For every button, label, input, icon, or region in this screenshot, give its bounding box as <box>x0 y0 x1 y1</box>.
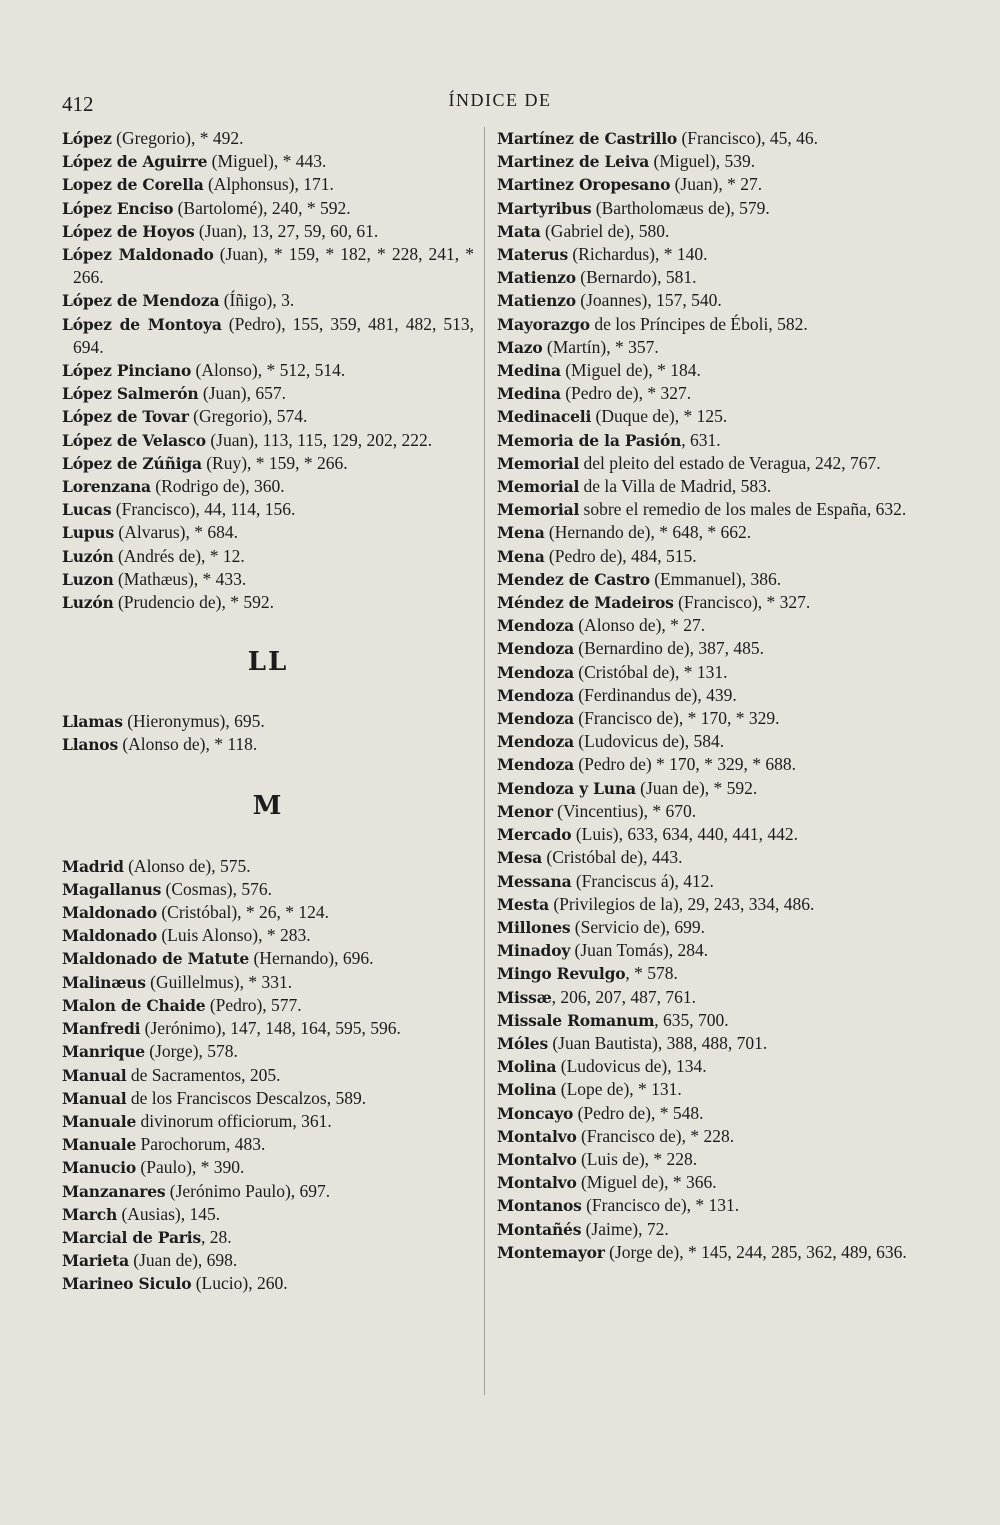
entry-headword: Marieta <box>62 1251 129 1271</box>
entry-detail: (Alonso de), * 118. <box>117 734 258 755</box>
entry-detail: (Alonso de), 575. <box>123 855 251 876</box>
entry-detail: (Juan), 113, 115, 129, 202, 222. <box>205 429 433 450</box>
entry-detail: (Juan de), * 592. <box>635 777 758 798</box>
entry-headword: Memoria de la Pasión <box>497 430 682 450</box>
index-entry <box>62 1249 474 1272</box>
entry-headword: Missæ <box>497 987 552 1007</box>
entry-headword: Luzón <box>62 593 114 613</box>
entry-detail: (Servicio de), 699. <box>570 916 706 937</box>
entry-detail: (Pedro de), 484, 515. <box>544 545 697 566</box>
entry-headword: Memorial <box>497 453 580 473</box>
entry-headword: Manrique <box>62 1042 145 1062</box>
entries-l <box>62 127 474 614</box>
index-entry <box>497 521 909 544</box>
entry-headword: Móles <box>497 1033 548 1053</box>
index-entry <box>497 846 909 869</box>
entry-detail: sobre el remedio de los males de España, 632. <box>579 499 907 520</box>
index-entry <box>62 733 474 756</box>
entry-headword: Matienzo <box>497 268 576 288</box>
entry-detail: (Francisco de), * 228. <box>576 1125 735 1146</box>
entry-detail: (Alvarus), * 684. <box>114 522 238 543</box>
entry-detail: (Lucio), 260. <box>191 1273 288 1294</box>
index-entry <box>62 382 474 405</box>
entry-detail: (Miguel de), * 366. <box>576 1172 717 1193</box>
entry-headword: Lucas <box>62 500 112 520</box>
entry-detail: (Cristóbal de), * 131. <box>573 661 728 682</box>
entry-detail: (Gabriel de), 580. <box>540 220 670 241</box>
index-entry <box>62 1203 474 1226</box>
entry-detail: (Hernando de), * 648, * 662. <box>544 522 752 543</box>
entry-headword: Mata <box>497 221 541 241</box>
entry-detail: (Ludovicus de), 134. <box>556 1056 707 1077</box>
index-entry <box>497 266 909 289</box>
index-entry <box>497 429 909 452</box>
column-rule <box>484 127 485 1395</box>
index-entry <box>497 986 909 1009</box>
entry-detail: (Miguel de), * 184. <box>560 360 701 381</box>
entry-detail: divinorum officiorum, 361. <box>136 1110 332 1131</box>
entry-detail: (Jerónimo Paulo), 697. <box>165 1180 331 1201</box>
entry-headword: Medina <box>497 361 561 381</box>
entry-detail: (Pedro de) * 170, * 329, * 688. <box>573 754 797 775</box>
entry-detail: de los Príncipes de Éboli, 582. <box>589 313 808 334</box>
entry-headword: Moncayo <box>497 1103 574 1123</box>
index-entry <box>497 962 909 985</box>
entry-detail: (Pedro de), * 548. <box>573 1102 704 1123</box>
entry-detail: Parochorum, 483. <box>136 1134 266 1155</box>
index-entry <box>62 243 474 289</box>
entry-detail: (Pedro), 155, 359, 481, 482, 513, 694. <box>73 313 475 357</box>
index-entry <box>62 568 474 591</box>
entry-headword: Messana <box>497 871 572 891</box>
entry-headword: Molina <box>497 1080 557 1100</box>
index-entry <box>62 545 474 568</box>
entry-detail: (Ruy), * 159, * 266. <box>201 452 348 473</box>
index-entry <box>62 947 474 970</box>
entry-detail: (Cristóbal), * 26, * 124. <box>156 902 330 923</box>
section-heading-ll: LL <box>247 647 289 678</box>
index-entry <box>497 289 909 312</box>
entry-headword: Madrid <box>62 856 124 876</box>
entry-detail: (Lope de), * 131. <box>556 1079 682 1100</box>
index-entry <box>62 1226 474 1249</box>
entry-detail: (Rodrigo de), 360. <box>150 476 285 497</box>
entry-headword: Medinaceli <box>497 407 592 427</box>
index-entry <box>497 1125 909 1148</box>
entry-headword: López de Zúñiga <box>62 453 202 473</box>
entry-detail: (Franciscus á), 412. <box>571 870 714 891</box>
index-entry <box>497 777 909 800</box>
entry-headword: Maldonado <box>62 926 157 946</box>
entry-headword: Menor <box>497 801 553 821</box>
entry-headword: Maldonado de Matute <box>62 949 250 969</box>
entry-detail: (Bernardo), 581. <box>575 267 697 288</box>
entry-headword: Mesa <box>497 848 542 868</box>
entry-detail: (Íñigo), 3. <box>219 290 295 311</box>
entry-detail: (Pedro de), * 327. <box>560 383 692 404</box>
entry-detail: (Francisco), 45, 46. <box>677 128 819 148</box>
entry-headword: Montanos <box>497 1196 582 1216</box>
index-entry <box>497 870 909 893</box>
entry-detail: (Cosmas), 576. <box>161 878 272 899</box>
running-head: ÍNDICE DE <box>448 90 552 110</box>
index-entry <box>62 710 474 733</box>
entry-headword: March <box>62 1204 118 1224</box>
entry-headword: Molina <box>497 1057 557 1077</box>
entry-detail: , 206, 207, 487, 761. <box>551 986 696 1007</box>
entry-headword: Mendoza <box>497 732 574 752</box>
index-entry <box>497 1078 909 1101</box>
entry-headword: Medina <box>497 384 561 404</box>
index-entry <box>497 591 909 614</box>
index-entry <box>497 382 909 405</box>
entry-headword: Montalvo <box>497 1173 577 1193</box>
entry-headword: Luzón <box>62 546 114 566</box>
index-entry <box>62 591 474 614</box>
entry-headword: Missale Romanum <box>497 1010 655 1030</box>
index-entry <box>62 1110 474 1133</box>
index-entry <box>497 684 909 707</box>
entry-detail: (Ausias), 145. <box>117 1203 221 1224</box>
index-entry <box>497 452 909 475</box>
entry-headword: Mingo Revulgo <box>497 964 626 984</box>
entry-detail: (Francisco), 44, 114, 156. <box>111 499 296 520</box>
index-entry <box>62 855 474 878</box>
index-entry <box>62 475 474 498</box>
entry-headword: Manuale <box>62 1135 137 1155</box>
entry-detail: de Sacramentos, 205. <box>126 1064 281 1085</box>
entry-headword: López de Aguirre <box>62 152 208 172</box>
entry-detail: (Jorge), 578. <box>144 1041 238 1062</box>
entry-headword: López Maldonado <box>62 245 214 265</box>
entry-headword: Martínez de Castrillo <box>497 129 678 148</box>
index-entry <box>62 994 474 1017</box>
entry-headword: Martyribus <box>497 198 592 218</box>
index-entry <box>497 823 909 846</box>
index-entry <box>497 614 909 637</box>
entry-headword: Marcial de Paris <box>62 1227 201 1247</box>
entry-detail: (Paulo), * 390. <box>136 1157 245 1178</box>
entry-detail: (Ferdinandus de), 439. <box>573 684 737 705</box>
entry-detail: de los Franciscos Descalzos, 589. <box>126 1087 367 1108</box>
entry-headword: López de Mendoza <box>62 291 220 311</box>
index-entry <box>497 220 909 243</box>
index-entry <box>497 1032 909 1055</box>
entry-headword: López Enciso <box>62 198 174 218</box>
entry-detail: , * 578. <box>625 963 678 984</box>
entry-detail: (Richardus), * 140. <box>567 244 708 265</box>
entry-detail: (Martín), * 357. <box>542 336 659 357</box>
index-entry <box>62 1017 474 1040</box>
index-entry <box>497 405 909 428</box>
index-entry <box>497 197 909 220</box>
entry-detail: (Alonso de), * 27. <box>573 615 706 636</box>
index-entry <box>62 359 474 382</box>
index-entry <box>62 173 474 196</box>
entry-headword: Minadoy <box>497 941 571 961</box>
index-entry <box>62 289 474 312</box>
entry-detail: (Bartholomæus de), 579. <box>591 197 770 218</box>
entry-headword: López Pinciano <box>62 361 192 381</box>
entry-detail: (Joannes), 157, 540. <box>575 290 722 311</box>
entry-headword: Mendoza <box>497 755 574 775</box>
index-entry <box>62 1064 474 1087</box>
entry-headword: Marineo Siculo <box>62 1274 192 1294</box>
left-column <box>62 127 474 1296</box>
index-entry <box>62 1040 474 1063</box>
index-entry <box>497 637 909 660</box>
index-entry <box>497 1218 909 1241</box>
index-entry <box>497 661 909 684</box>
index-entry <box>497 313 909 336</box>
index-entry <box>497 336 909 359</box>
entry-headword: Méndez de Madeiros <box>497 593 674 613</box>
entry-headword: Memorial <box>497 500 580 520</box>
index-entry <box>62 220 474 243</box>
entry-detail: (Gregorio), 574. <box>188 406 308 427</box>
entry-headword: Manuale <box>62 1111 137 1131</box>
entry-detail: (Bernardino de), 387, 485. <box>573 638 764 659</box>
index-entry <box>62 1180 474 1203</box>
entry-detail: (Luis Alonso), * 283. <box>156 925 311 946</box>
index-entry <box>497 939 909 962</box>
entries-ll <box>62 710 474 756</box>
entry-detail: , 28. <box>200 1226 232 1247</box>
entry-detail: (Mathæus), * 433. <box>113 568 247 589</box>
entry-detail: (Hernando), 696. <box>249 948 374 969</box>
index-entry <box>497 730 909 753</box>
entry-detail: (Cristóbal de), 443. <box>542 847 683 868</box>
entry-headword: López de Hoyos <box>62 221 195 241</box>
entry-headword: Mendoza <box>497 616 574 636</box>
entry-headword: Martinez Oropesano <box>497 175 671 195</box>
index-entry <box>497 568 909 591</box>
entry-headword: López <box>62 129 112 148</box>
entry-headword: Matienzo <box>497 291 576 311</box>
index-entry <box>62 971 474 994</box>
entry-headword: Manzanares <box>62 1181 166 1201</box>
entry-detail: (Ludovicus de), 584. <box>573 731 725 752</box>
entry-headword: Millones <box>497 917 571 937</box>
entry-headword: López de Velasco <box>62 430 206 450</box>
entry-headword: Mendoza <box>497 685 574 705</box>
entry-headword: Mendoza y Luna <box>497 778 636 798</box>
entry-headword: Lopez de Corella <box>62 175 204 195</box>
index-entry <box>62 521 474 544</box>
entry-detail: (Luis), 633, 634, 440, 441, 442. <box>571 824 798 845</box>
index-entry <box>62 901 474 924</box>
entry-headword: Llamas <box>62 712 123 732</box>
entry-detail: (Guillelmus), * 331. <box>145 971 293 992</box>
entry-headword: Manfredi <box>62 1019 141 1039</box>
entry-headword: Manucio <box>62 1158 137 1178</box>
index-entry <box>497 1194 909 1217</box>
entry-detail: (Juan Bautista), 388, 488, 701. <box>547 1032 768 1053</box>
index-entry <box>497 1055 909 1078</box>
entry-headword: Mendoza <box>497 709 574 729</box>
entry-headword: Mendoza <box>497 639 574 659</box>
index-entry <box>497 1148 909 1171</box>
entry-detail: (Miguel), * 443. <box>207 151 327 172</box>
entry-headword: Memorial <box>497 477 580 497</box>
entry-headword: Llanos <box>62 735 118 755</box>
entry-detail: (Bartolomé), 240, * 592. <box>173 197 351 218</box>
entry-headword: Maldonado <box>62 903 157 923</box>
section-heading-m: M <box>252 790 284 821</box>
index-entry <box>62 878 474 901</box>
index-entry <box>497 1102 909 1125</box>
entry-headword: Montalvo <box>497 1126 577 1146</box>
entry-detail: del pleito del estado de Veragua, 242, 767. <box>579 452 881 473</box>
entry-detail: (Francisco de), * 170, * 329. <box>573 708 780 729</box>
index-entry <box>497 1009 909 1032</box>
entry-headword: Montalvo <box>497 1149 577 1169</box>
entry-headword: Mesta <box>497 894 549 914</box>
entries-right <box>497 127 909 1264</box>
entry-detail: (Juan), * 27. <box>670 174 763 195</box>
index-entry <box>62 1087 474 1110</box>
entry-detail: , 631. <box>681 429 721 450</box>
entry-detail: (Francisco), * 327. <box>673 592 811 613</box>
index-entry <box>497 150 909 173</box>
entry-detail: (Luis de), * 228. <box>576 1148 698 1169</box>
entry-detail: (Juan Tomás), 284. <box>570 940 709 961</box>
entry-detail: (Juan), * 159, * 182, * 228, 241, * 266. <box>73 244 475 288</box>
entries-m <box>62 855 474 1296</box>
index-entry <box>497 498 909 521</box>
entry-detail: (Miguel), 539. <box>649 151 756 172</box>
index-entry <box>62 405 474 428</box>
index-entry <box>497 475 909 498</box>
entry-headword: Luzon <box>62 569 114 589</box>
index-entry <box>62 452 474 475</box>
entry-headword: Mena <box>497 523 545 543</box>
index-entry <box>62 429 474 452</box>
entry-detail: , 635, 700. <box>654 1009 729 1030</box>
index-entry <box>62 1272 474 1295</box>
page-number: 412 <box>62 92 94 116</box>
entry-headword: Manual <box>62 1065 127 1085</box>
entry-headword: Mayorazgo <box>497 314 590 334</box>
entry-headword: Mendez de Castro <box>497 569 650 589</box>
entry-detail: (Prudencio de), * 592. <box>113 592 274 613</box>
entry-headword: López de Tovar <box>62 407 189 427</box>
entry-detail: (Jorge de), * 145, 244, 285, 362, 489, 636. <box>604 1241 907 1262</box>
entry-detail: (Francisco de), * 131. <box>581 1195 740 1216</box>
entry-headword: López de Montoya <box>62 314 222 334</box>
entry-detail: (Alonso), * 512, 514. <box>191 360 346 381</box>
index-entry <box>497 893 909 916</box>
index-entry <box>497 1171 909 1194</box>
index-entry <box>62 1156 474 1179</box>
entry-detail: (Andrés de), * 12. <box>113 545 245 566</box>
index-entry <box>62 498 474 521</box>
entry-detail: (Hieronymus), 695. <box>122 711 265 732</box>
index-entry <box>497 545 909 568</box>
index-entry <box>62 313 474 359</box>
entry-detail: (Juan), 657. <box>198 383 286 404</box>
index-entry <box>62 197 474 220</box>
entry-detail: (Jaime), 72. <box>581 1218 669 1239</box>
entry-detail: (Pedro), 577. <box>205 994 302 1015</box>
entry-headword: Mercado <box>497 825 572 845</box>
entry-headword: Lupus <box>62 523 115 543</box>
entry-headword: Mena <box>497 546 545 566</box>
index-entry <box>497 359 909 382</box>
entry-detail: (Juan), 13, 27, 59, 60, 61. <box>194 220 379 241</box>
entry-detail: (Duque de), * 125. <box>591 406 728 427</box>
entry-headword: Mendoza <box>497 662 574 682</box>
entry-headword: Malon de Chaide <box>62 995 206 1015</box>
right-column <box>497 127 909 1264</box>
index-entry <box>497 1241 909 1264</box>
entry-headword: Materus <box>497 245 568 265</box>
index-entry <box>497 243 909 266</box>
index-entry <box>62 1133 474 1156</box>
entry-detail: (Emmanuel), 386. <box>649 568 782 589</box>
entry-detail: (Vincentius), * 670. <box>552 800 697 821</box>
entry-headword: Malinæus <box>62 972 146 992</box>
entry-headword: Martinez de Leiva <box>497 152 650 172</box>
entry-headword: Montemayor <box>497 1242 605 1262</box>
index-entry <box>497 916 909 939</box>
entry-headword: López Salmerón <box>62 384 199 404</box>
index-entry <box>497 753 909 776</box>
entry-detail: (Privilegios de la), 29, 243, 334, 486. <box>548 893 815 914</box>
entry-headword: Mazo <box>497 337 543 357</box>
index-entry <box>497 173 909 196</box>
index-entry <box>497 707 909 730</box>
index-entry <box>497 800 909 823</box>
entry-detail: (Jerónimo), 147, 148, 164, 595, 596. <box>140 1018 401 1039</box>
entry-detail: (Gregorio), * 492. <box>111 128 244 148</box>
entry-detail: (Alphonsus), 171. <box>203 174 334 195</box>
entry-headword: Lorenzana <box>62 477 151 497</box>
index-entry <box>62 924 474 947</box>
entry-headword: Manual <box>62 1088 127 1108</box>
entry-detail: de la Villa de Madrid, 583. <box>579 476 772 497</box>
entry-headword: Montañés <box>497 1219 582 1239</box>
entry-headword: Magallanus <box>62 879 162 899</box>
index-entry <box>62 127 474 150</box>
index-entry <box>497 127 909 150</box>
index-entry <box>62 150 474 173</box>
entry-detail: (Juan de), 698. <box>128 1250 238 1271</box>
